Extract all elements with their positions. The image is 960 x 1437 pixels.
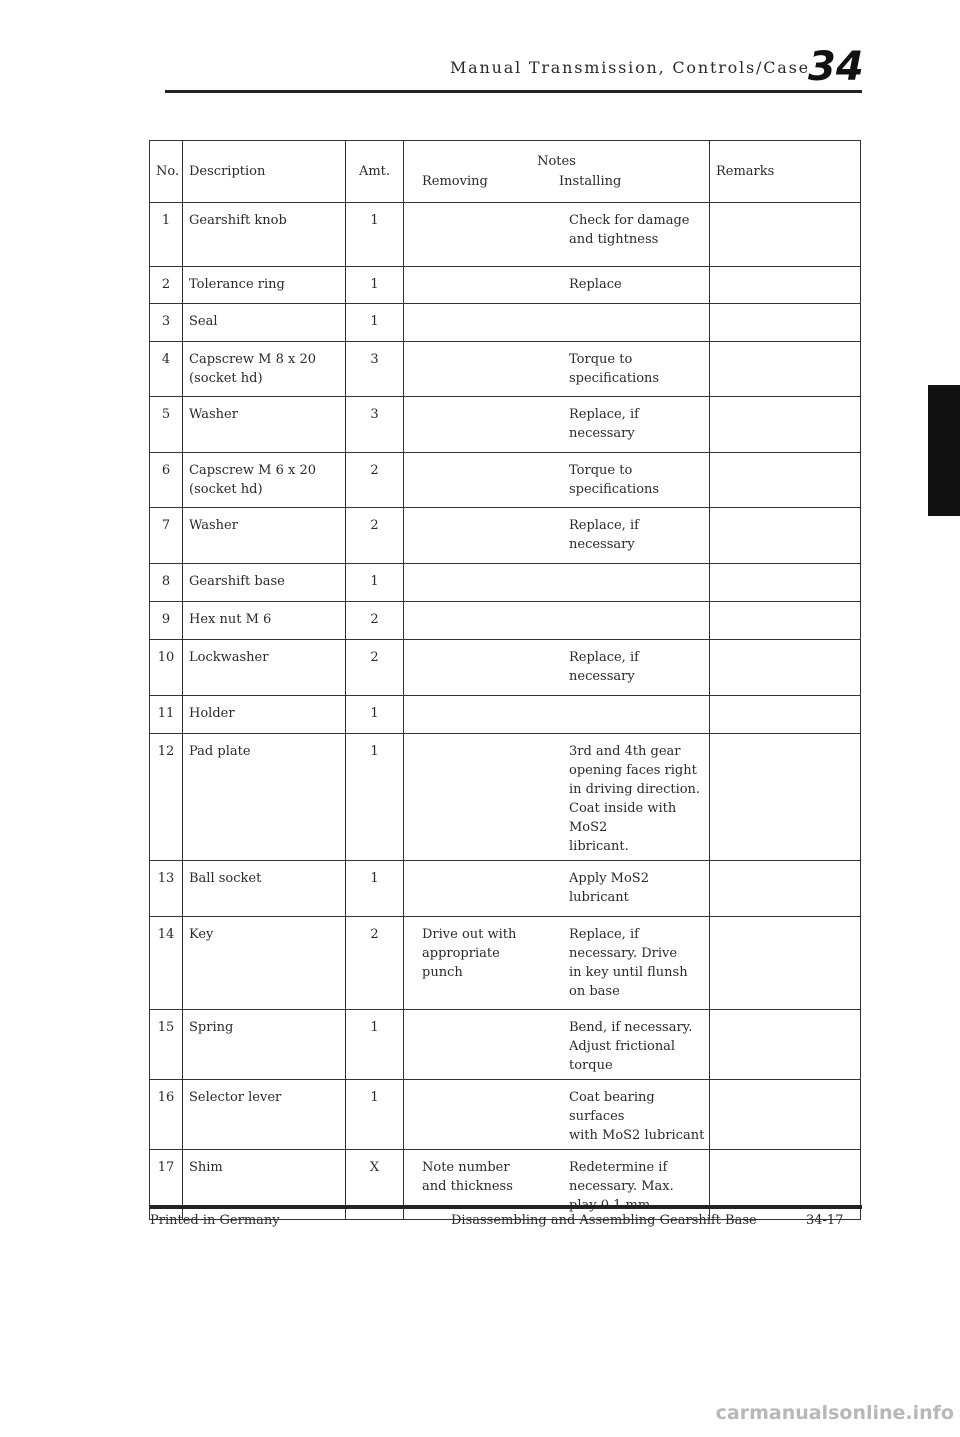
- row-installing-note: Replace: [569, 277, 622, 292]
- row-description: Shim: [183, 1150, 346, 1220]
- row-description: Washer: [183, 397, 346, 453]
- row-amount: 2: [346, 917, 404, 1010]
- row-amount: 1: [346, 696, 404, 734]
- row-notes: [404, 861, 710, 917]
- row-installing-note: Apply MoS2 lubricant: [569, 871, 649, 905]
- page-number: 34-17: [806, 1213, 844, 1228]
- row-number: 10: [150, 640, 183, 696]
- row-removing-note: Note number and thickness: [422, 1160, 513, 1194]
- table-row: [150, 304, 861, 342]
- row-description: Capscrew M 8 x 20 (socket hd): [183, 342, 346, 397]
- footer-rule: [150, 1205, 862, 1209]
- row-removing-note: [404, 869, 557, 907]
- row-remarks: [710, 564, 861, 602]
- row-number: 13: [150, 861, 183, 917]
- row-description: Spring: [183, 1010, 346, 1080]
- row-remarks: [710, 203, 861, 267]
- row-description: Lockwasher: [183, 640, 346, 696]
- row-remarks: [710, 1080, 861, 1150]
- row-number: 8: [150, 564, 183, 602]
- row-notes: [404, 1150, 710, 1220]
- table-row: [150, 203, 861, 267]
- row-remarks: [710, 696, 861, 734]
- table-row: [150, 453, 861, 508]
- row-description: Pad plate: [183, 734, 346, 861]
- row-amount: 3: [346, 342, 404, 397]
- row-notes: [404, 917, 710, 1010]
- row-number: 14: [150, 917, 183, 1010]
- row-installing-note: Replace, if necessary: [569, 650, 639, 684]
- watermark: carmanualsonline.info: [715, 1402, 954, 1424]
- row-number: 12: [150, 734, 183, 861]
- row-removing-note: [404, 1088, 557, 1145]
- table-row: [150, 342, 861, 397]
- header-amount: Amt.: [346, 141, 404, 203]
- row-amount: 1: [346, 1010, 404, 1080]
- row-description: Selector lever: [183, 1080, 346, 1150]
- row-removing-note: [404, 648, 557, 686]
- section-number: 34: [808, 44, 864, 90]
- row-amount: X: [346, 1150, 404, 1220]
- row-amount: 1: [346, 267, 404, 304]
- footer-printed: Printed in Germany: [150, 1213, 280, 1228]
- row-removing-note: [404, 1018, 557, 1075]
- row-notes: [404, 1080, 710, 1150]
- header-remarks: Remarks: [710, 141, 861, 203]
- header-removing: Removing: [422, 174, 488, 189]
- header-description: Description: [183, 141, 346, 203]
- row-amount: 1: [346, 304, 404, 342]
- row-remarks: [710, 1150, 861, 1220]
- row-description: Holder: [183, 696, 346, 734]
- parts-table: [149, 140, 861, 1220]
- table-row: [150, 1010, 861, 1080]
- table-row: [150, 861, 861, 917]
- row-installing-note: Coat bearing surfaces with MoS2 lubricant: [569, 1090, 705, 1143]
- row-amount: 1: [346, 734, 404, 861]
- row-notes: [404, 203, 710, 267]
- row-description: Capscrew M 6 x 20 (socket hd): [183, 453, 346, 508]
- row-removing-note: [404, 211, 557, 249]
- row-description: Washer: [183, 508, 346, 564]
- row-number: 17: [150, 1150, 183, 1220]
- table-row: [150, 734, 861, 861]
- row-notes: [404, 696, 710, 734]
- row-description: Gearshift knob: [183, 203, 346, 267]
- footer-section-title: Disassembling and Assembling Gearshift Base: [451, 1213, 757, 1228]
- row-number: 6: [150, 453, 183, 508]
- row-installing-note: Check for damage and tightness: [569, 213, 690, 247]
- table-row: [150, 696, 861, 734]
- row-notes: [404, 640, 710, 696]
- header-installing: Installing: [559, 174, 622, 189]
- row-removing-note: [404, 516, 557, 554]
- row-remarks: [710, 397, 861, 453]
- row-remarks: [710, 508, 861, 564]
- row-amount: 1: [346, 203, 404, 267]
- row-notes: [404, 397, 710, 453]
- row-remarks: [710, 640, 861, 696]
- row-remarks: [710, 304, 861, 342]
- table-row: [150, 508, 861, 564]
- row-remarks: [710, 267, 861, 304]
- row-notes: [404, 602, 710, 640]
- table-row: [150, 1080, 861, 1150]
- row-description: Gearshift base: [183, 564, 346, 602]
- row-removing-note: [404, 350, 557, 388]
- row-notes: [404, 304, 710, 342]
- row-notes: [404, 508, 710, 564]
- row-description: Seal: [183, 304, 346, 342]
- table-row: [150, 267, 861, 304]
- header-notes: [404, 141, 710, 203]
- row-removing-note: Drive out with appropriate punch: [422, 927, 517, 980]
- row-installing-note: Replace, if necessary: [569, 518, 639, 552]
- row-removing-note: [404, 742, 557, 856]
- header-notes-label: Notes: [537, 154, 576, 169]
- row-number: 1: [150, 203, 183, 267]
- row-amount: 1: [346, 1080, 404, 1150]
- table-row: [150, 917, 861, 1010]
- row-description: Key: [183, 917, 346, 1010]
- row-removing-note: [404, 405, 557, 443]
- row-installing-note: Replace, if necessary: [569, 407, 639, 441]
- header-rule: [165, 90, 862, 93]
- row-amount: 1: [346, 564, 404, 602]
- row-description: Tolerance ring: [183, 267, 346, 304]
- row-amount: 2: [346, 640, 404, 696]
- row-remarks: [710, 342, 861, 397]
- row-removing-note: [404, 461, 557, 499]
- row-description: Hex nut M 6: [183, 602, 346, 640]
- table-header-row: [150, 141, 861, 203]
- row-removing-note: [404, 275, 557, 294]
- row-amount: 2: [346, 453, 404, 508]
- row-description: Ball socket: [183, 861, 346, 917]
- section-thumb-tab: [928, 385, 960, 516]
- row-notes: [404, 1010, 710, 1080]
- table-row: [150, 397, 861, 453]
- table-row: [150, 1150, 861, 1220]
- row-number: 5: [150, 397, 183, 453]
- row-notes: [404, 453, 710, 508]
- row-notes: [404, 342, 710, 397]
- table-row: [150, 640, 861, 696]
- table-row: [150, 602, 861, 640]
- page-header-title: Manual Transmission, Controls/Case: [450, 58, 810, 77]
- row-remarks: [710, 602, 861, 640]
- row-number: 2: [150, 267, 183, 304]
- row-number: 3: [150, 304, 183, 342]
- row-remarks: [710, 734, 861, 861]
- row-amount: 3: [346, 397, 404, 453]
- row-notes: [404, 267, 710, 304]
- row-number: 9: [150, 602, 183, 640]
- row-amount: 2: [346, 508, 404, 564]
- row-installing-note: Bend, if necessary. Adjust frictional torque: [569, 1020, 693, 1073]
- row-number: 4: [150, 342, 183, 397]
- row-notes: [404, 734, 710, 861]
- row-installing-note: 3rd and 4th gear opening faces right in driving direction. Coat inside with MoS2 libricant.: [569, 744, 701, 854]
- table-row: [150, 564, 861, 602]
- row-number: 16: [150, 1080, 183, 1150]
- row-remarks: [710, 1010, 861, 1080]
- row-installing-note: Replace, if necessary. Drive in key until flunsh on base: [569, 927, 688, 999]
- row-notes: [404, 564, 710, 602]
- row-installing-note: Torque to specifications: [569, 352, 660, 386]
- row-remarks: [710, 861, 861, 917]
- row-amount: 1: [346, 861, 404, 917]
- header-no: No.: [150, 141, 183, 203]
- row-amount: 2: [346, 602, 404, 640]
- row-installing-note: Redetermine if necessary. Max.: [569, 1160, 674, 1194]
- row-installing-note: Torque to specifications: [569, 463, 660, 497]
- row-remarks: [710, 917, 861, 1010]
- row-number: 7: [150, 508, 183, 564]
- row-number: 15: [150, 1010, 183, 1080]
- row-number: 11: [150, 696, 183, 734]
- row-remarks: [710, 453, 861, 508]
